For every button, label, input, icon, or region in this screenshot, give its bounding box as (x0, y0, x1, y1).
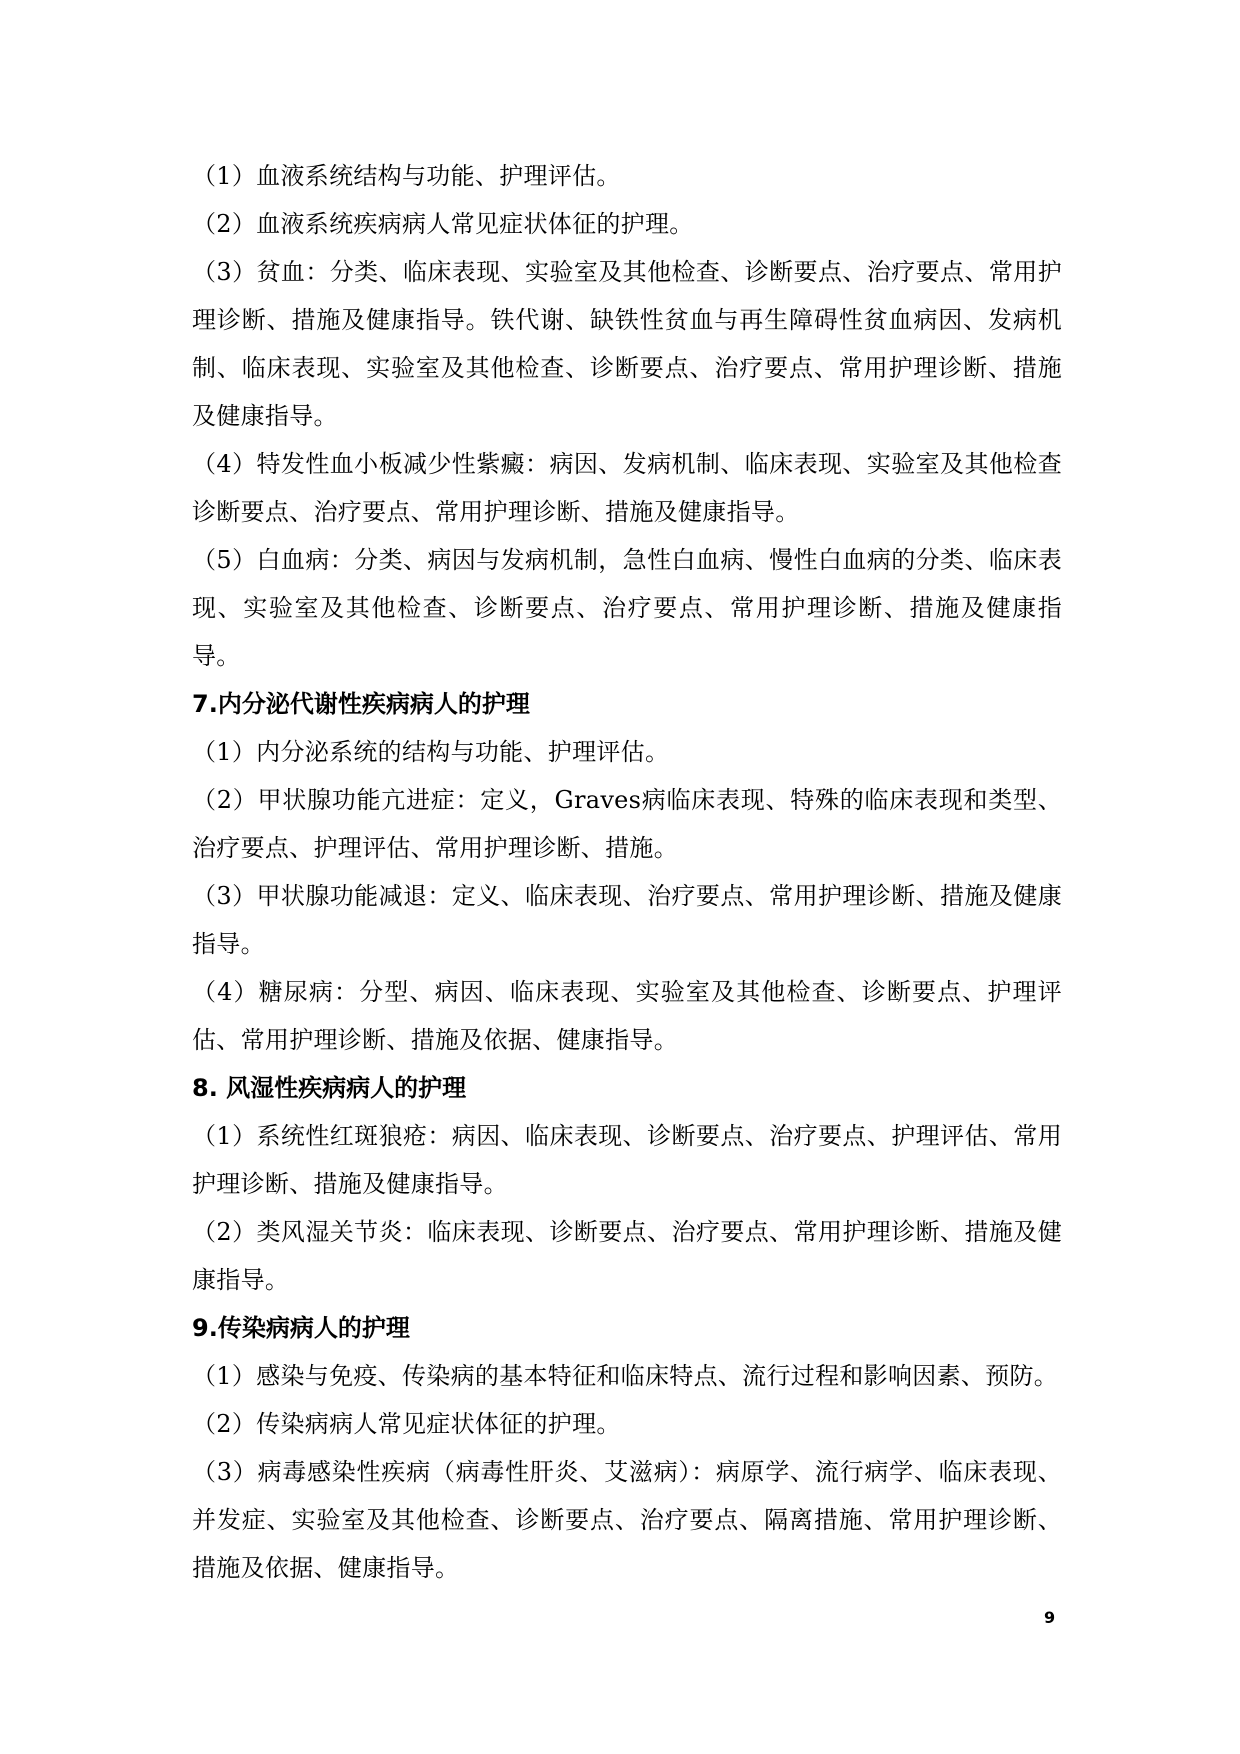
paragraph-infectious-symptoms: （2）传染病病人常见症状体征的护理。 (192, 1410, 621, 1438)
paragraph-sle: （1）系统性红斑狼疮：病因、临床表现、诊断要点、治疗要点、护理评估、常用护理诊断、措施及健康指导。 (192, 1122, 1062, 1198)
paragraph-leukemia: （5）白血病：分类、病因与发病机制，急性白血病、慢性白血病的分类、临床表现、实验室及其他检查、诊断要点、治疗要点、常用护理诊断、措施及健康指导。 (192, 546, 1062, 670)
paragraph-endocrine-structure: （1）内分泌系统的结构与功能、护理评估。 (192, 738, 670, 766)
page-number: 9 (1044, 1608, 1056, 1627)
paragraph-ra: （2）类风湿关节炎：临床表现、诊断要点、治疗要点、常用护理诊断、措施及健康指导。 (192, 1218, 1062, 1294)
section-heading-rheumatic: 8. 风湿性疾病病人的护理 (192, 1074, 467, 1102)
paragraph-anemia: （3）贫血：分类、临床表现、实验室及其他检查、诊断要点、治疗要点、常用护理诊断、措施及健康指导。铁代谢、缺铁性贫血与再生障碍性贫血病因、发病机制、临床表现、实验室及其他检查、诊断要点、治疗要点、常用护理诊断、措施及健康指导。 (192, 258, 1062, 430)
section-heading-endocrine: 7.内分泌代谢性疾病病人的护理 (192, 690, 530, 718)
paragraph-itp: （4）特发性血小板减少性紫癜：病因、发病机制、临床表现、实验室及其他检查诊断要点、治疗要点、常用护理诊断、措施及健康指导。 (192, 450, 1062, 526)
paragraph-diabetes: （4）糖尿病：分型、病因、临床表现、实验室及其他检查、诊断要点、护理评估、常用护理诊断、措施及依据、健康指导。 (192, 978, 1062, 1054)
paragraph-hyperthyroidism: （2）甲状腺功能亢进症：定义，Graves病临床表现、特殊的临床表现和类型、治疗要点、护理评估、常用护理诊断、措施。 (192, 786, 1062, 862)
paragraph-viral-diseases: （3）病毒感染性疾病（病毒性肝炎、艾滋病）：病原学、流行病学、临床表现、并发症、实验室及其他检查、诊断要点、治疗要点、隔离措施、常用护理诊断、措施及依据、健康指导。 (192, 1458, 1062, 1582)
page-body (192, 152, 1062, 1592)
paragraph-blood-structure: （1）血液系统结构与功能、护理评估。 (192, 162, 621, 190)
paragraph-blood-symptoms: （2）血液系统疾病病人常见症状体征的护理。 (192, 210, 694, 238)
paragraph-hypothyroidism: （3）甲状腺功能减退：定义、临床表现、治疗要点、常用护理诊断、措施及健康指导。 (192, 882, 1062, 958)
paragraph-infection-immunity: （1）感染与免疫、传染病的基本特征和临床特点、流行过程和影响因素、预防。 (192, 1362, 1059, 1390)
section-heading-infectious: 9.传染病病人的护理 (192, 1314, 410, 1342)
